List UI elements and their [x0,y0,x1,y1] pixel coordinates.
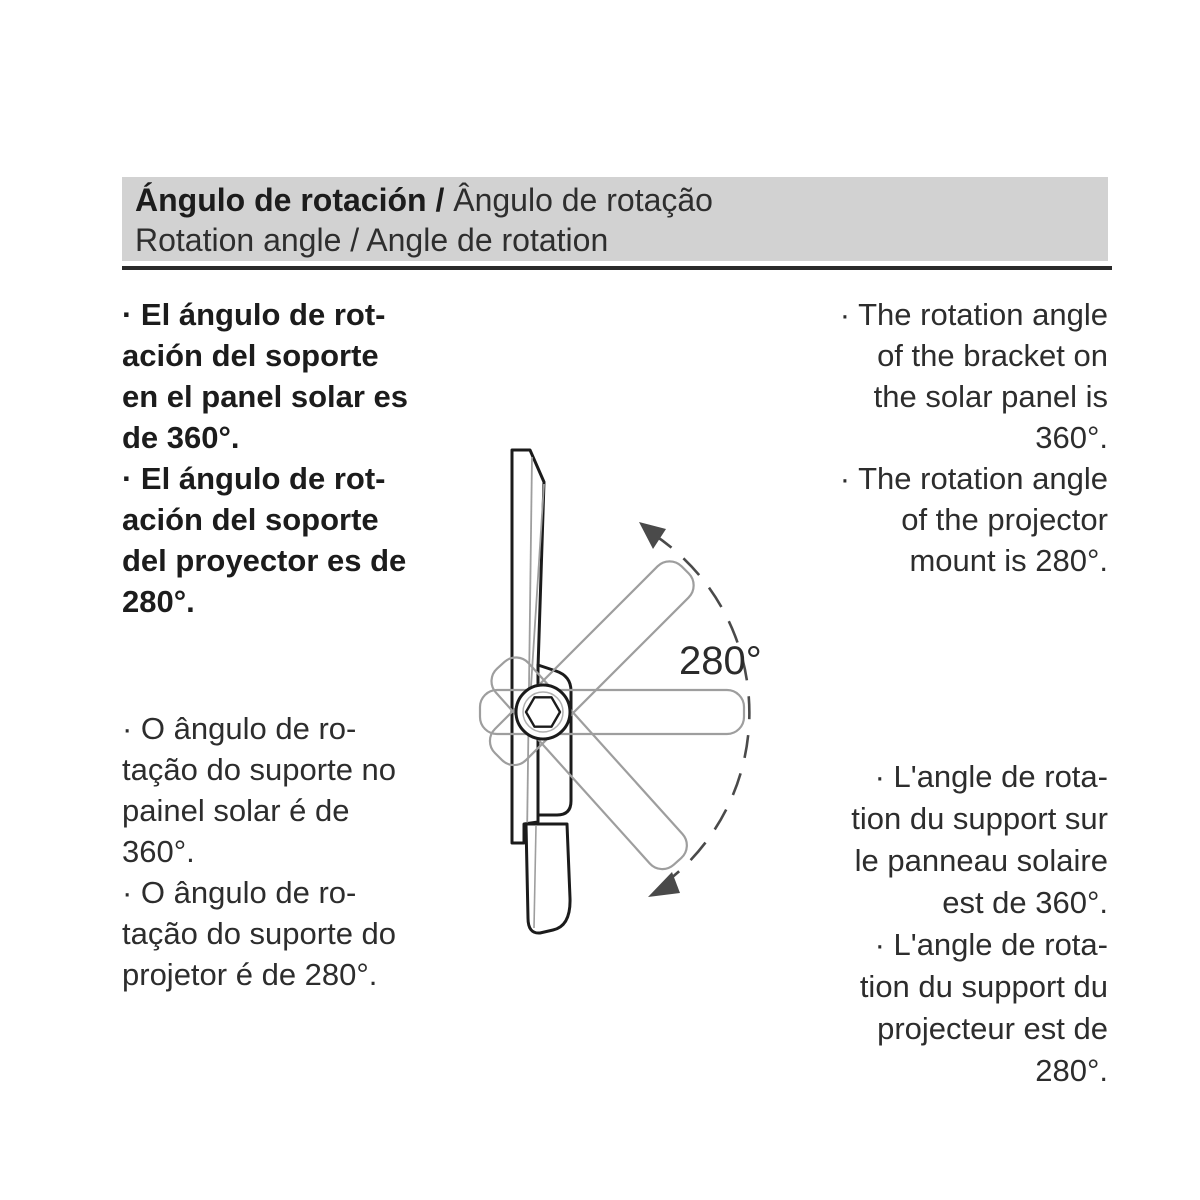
rotation-arc [653,534,749,886]
text-line: · The rotation angle [839,297,1108,332]
text-line: tion du support du [859,969,1108,1004]
text-line: 360°. [1035,420,1108,455]
text-line: · O ângulo de ro- [122,875,357,910]
text-line: painel solar é de [122,793,350,828]
text-line: of the projector [901,502,1108,537]
header-title [135,180,1108,220]
header-subtitle [135,220,1108,260]
text-line: 360°. [122,834,195,869]
text-line: est de 360°. [942,885,1108,920]
text-line: of the bracket on [877,338,1108,373]
text-line: projetor é de 280°. [122,957,378,992]
text-line: · O ângulo de ro- [122,711,357,746]
text-line: the solar panel is [873,379,1108,414]
text-line: 280°. [1035,1053,1108,1088]
header-subtitle-en-fr: Rotation angle / Angle de rotation [135,222,609,258]
angle-label: 280° [679,639,762,683]
text-line: tion du support sur [851,801,1108,836]
text-block-portuguese [122,708,484,995]
text-line: le panneau solaire [854,843,1108,878]
projector-housing [526,824,570,933]
text-line: · El ángulo de rot- [122,297,386,332]
text-line: tação do suporte do [122,916,397,951]
text-line: · El ángulo de rot- [122,461,386,496]
rotation-diagram-svg [450,430,920,990]
text-line: de 360°. [122,420,240,455]
text-line: tação do suporte no [122,752,397,787]
text-line: · L'angle de rota- [874,759,1108,794]
hex-bolt-head [526,697,560,726]
text-line: 280°. [122,584,195,619]
rotation-diagram [450,430,920,990]
header-title-pt: Ângulo de rotação [444,182,713,218]
text-line: mount is 280°. [909,543,1108,578]
header-divider [122,266,1112,270]
rotation-arrow-up-icon [639,522,666,549]
text-line: en el panel solar es [122,379,409,414]
text-line: · L'angle de rota- [874,927,1108,962]
text-line: del proyector es de [122,543,407,578]
header-title-es: Ángulo de rotación / [135,182,445,218]
section-header [122,177,1108,261]
text-line: ación del soporte [122,338,379,373]
text-line: · The rotation angle [839,461,1108,496]
text-line: projecteur est de [877,1011,1108,1046]
text-line: ación del soporte [122,502,379,537]
text-block-spanish [122,294,467,622]
